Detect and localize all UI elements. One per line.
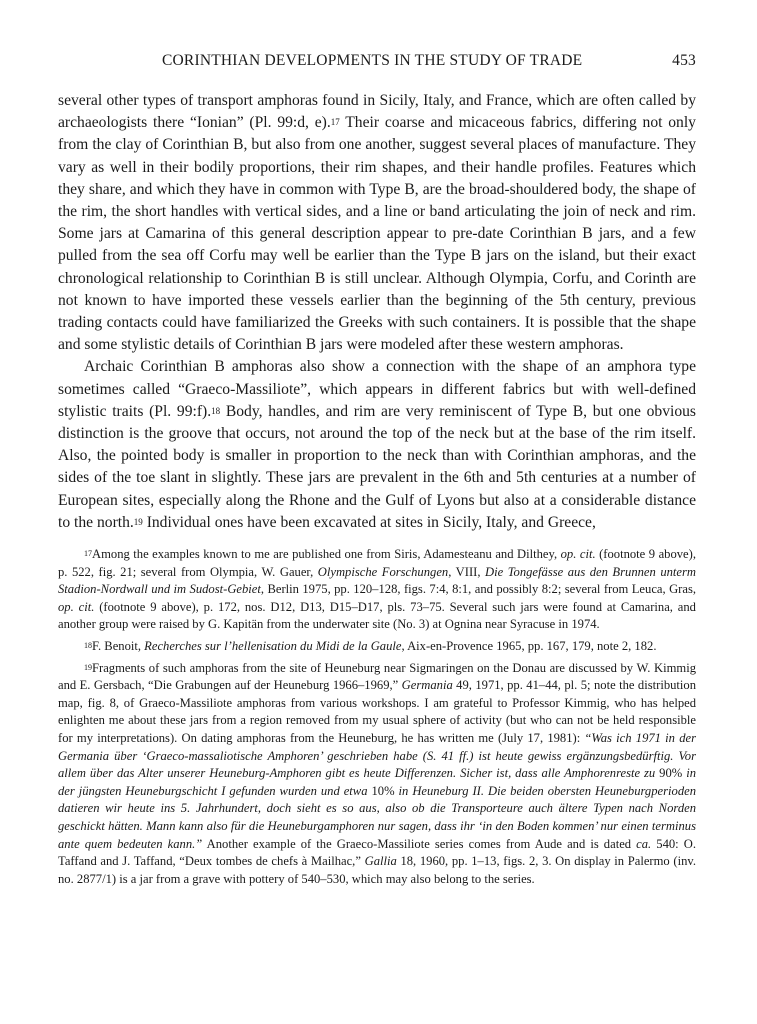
- footnote-number: 19: [84, 662, 92, 672]
- footnote-text: 18, 1960, pp. 1–13, figs. 2, 3. On display in Palermo (inv. no. 2877/1) is a jar from a grave with pottery of 540–530, which may also belong to the series.: [58, 854, 696, 886]
- paragraph-2-text-a: Archaic Corinthian B amphoras also show a connection with the shape of an amphora type sometimes called “Graeco-Massiliote”, which appears in different fabrics but with well-defined stylistic traits (Pl. 99:f).: [58, 358, 696, 420]
- footnote-text: , Aix-en-Provence 1965, pp. 167, 179, note 2, 182.: [401, 639, 657, 654]
- footnote-text: (footnote 9 above), p. 172, nos. D12, D13, D15–D17, pls. 73–75. Several such jars were found at Camarina, and another group were raised by G. Kapitän from the underwater site (No. 3) at Ognina near Syracuse in 1974.: [58, 599, 696, 632]
- page-number: 453: [672, 52, 696, 69]
- footnote-italic: op. cit.: [58, 599, 95, 614]
- footnote-text: , VIII,: [448, 564, 485, 579]
- footnote-italic: ca.: [636, 836, 652, 851]
- paragraph-1: [58, 90, 696, 356]
- footnote-ref-19: 19: [133, 516, 143, 527]
- paragraph-2-text-b: Body, handles, and rim are very reminiscent of Type B, but one obvious distinction is the groove that occurs, not around the top of the neck but at the base of the rim itself. Also, the pointed body is smaller in proportion to the neck than with Corinthian amphoras, and the sides of the toe slant in slightly. These jars are prevalent in the 6th and 5th centuries at a number of European sites, especially along the Rhone and the Gulf of Lyons but also at a considerable distance to the north.: [58, 402, 696, 531]
- page: [58, 52, 696, 892]
- footnote-italic: in der jüngsten Heuneburgschicht I gefunden wurden und etwa: [58, 766, 696, 798]
- footnote-italic: Olympische Forschungen: [317, 564, 449, 579]
- footnote-text: 49, 1971, pp. 41–44, pl. 5; note the distribution map, fig. 8, of Graeco-Massiliote amphoras from various workshops. I am grateful to Professor Kimmig, who has helped enlighten me about these jars from a region removed from my usual sphere of activity (but who can not be held responsible for my interpretations). On dating amphoras from the Heuneburg, he has written me (July 17, 1981):: [58, 678, 696, 745]
- footnote-italic: Germania: [401, 678, 453, 693]
- paragraph-2-text-c: Individual ones have been excavated at sites in Sicily, Italy, and Greece,: [142, 513, 596, 531]
- footnote-text: Fragments of such amphoras from the site of Heuneburg near Sigmaringen on the Donau are discussed by W. Kimmig and E. Gersbach, “Die Grabungen auf der Heuneburg 1966–1969,”: [58, 660, 696, 693]
- footnote-italic: op. cit.: [560, 547, 596, 562]
- footnote-italic: in Heuneburg II. Die beiden obersten Heuneburgperioden datieren wir heute ins 5. Jahrhundert, doch sieht es so aus, also ob die Transporteure auch ältere Typen nach Norden geschickt hätten. Mann kann also für die Heuneburgamphoren nur sagen, dass ihr ‘in den Boden kommen’ nur einen terminus ante quem bedeuten kann.”: [58, 783, 696, 851]
- footnote-number: 18: [84, 641, 92, 651]
- footnote-italic: Die Tongefässe aus den Brunnen unterm Stadion-Nordwall und im Sudost-Gebiet: [58, 564, 697, 597]
- footnote-17: [58, 546, 696, 634]
- footnote-italic: Recherches sur l’hellenisation du Midi de la Gaule: [144, 639, 402, 654]
- footnote-text: Another example of the Graeco-Massiliote series comes from Aude and is dated: [202, 836, 637, 851]
- footnote-text: 90%: [655, 766, 687, 781]
- footnote-italic: “Was ich 1971 in der Germania über ‘Graeco-massaliotische Amphoren’ geschrieben habe (S. 41 ff.) ist heute gewiss ergänzungsbedürftig. Vor allem über das Alter unserer Heuneburg-Amphoren gibt es heute Differenzen. Sicher ist, dass alle Amphorenreste zu: [58, 731, 696, 781]
- paragraph-1-text-a: several other types of transport amphoras found in Sicily, Italy, and France, which are often called by archaeologists there “Ionian” (Pl. 99:d, e).: [58, 92, 696, 132]
- running-title: CORINTHIAN DEVELOPMENTS IN THE STUDY OF TRADE: [162, 52, 583, 69]
- running-head: [58, 52, 696, 76]
- footnote-number: 17: [84, 549, 92, 559]
- footnote-19: [58, 660, 696, 889]
- footnote-italic: Gallia: [364, 854, 397, 869]
- footnote-18: [58, 638, 696, 656]
- footnotes: [58, 546, 696, 888]
- main-text: [58, 90, 696, 534]
- paragraph-2: [58, 356, 696, 534]
- footnote-text: , Berlin 1975, pp. 120–128, figs. 7:4, 8:1, and possibly 8:2; several from Leuca, Gras,: [260, 582, 696, 597]
- footnote-text: Among the examples known to me are published one from Siris, Adamesteanu and Dilthey,: [92, 547, 561, 562]
- footnote-text: 540: O. Taffand and J. Taffand, “Deux tombes de chefs à Mailhac,”: [58, 836, 696, 869]
- footnote-ref-18: 18: [211, 405, 221, 416]
- footnote-text: F. Benoit,: [92, 639, 145, 654]
- footnote-ref-17: 17: [330, 117, 340, 128]
- footnote-text: (footnote 9 above), p. 522, fig. 21; several from Olympia, W. Gauer,: [58, 547, 696, 579]
- footnote-text: 10%: [367, 783, 399, 798]
- paragraph-1-text-b: Their coarse and micaceous fabrics, differing not only from the clay of Corinthian B, but also from one another, suggest several places of manufacture. They vary as well in their bodily proportions, their rim shapes, and their handle profiles. Features which they share, and which they have in common with Type B, are the broad-shouldered body, the shape of the rim, the short handles with vertical sides, and a line or band articulating the join of neck and rim. Some jars at Camarina of this general description appear to pre-date Corinthian B jars, and a few pulled from the sea off Corfu may well be earlier than the Type B jars on the island, but their exact chronological relationship to Corinthian B is still unclear. Although Olympia, Corfu, and Corinth are not known to have imported these vessels earlier than the beginning of the 5th century, previous trading contacts could have familiarized the Greeks with such containers. It is possible that the shape and some stylistic details of Corinthian B jars were modeled after these western amphoras.: [58, 114, 696, 354]
